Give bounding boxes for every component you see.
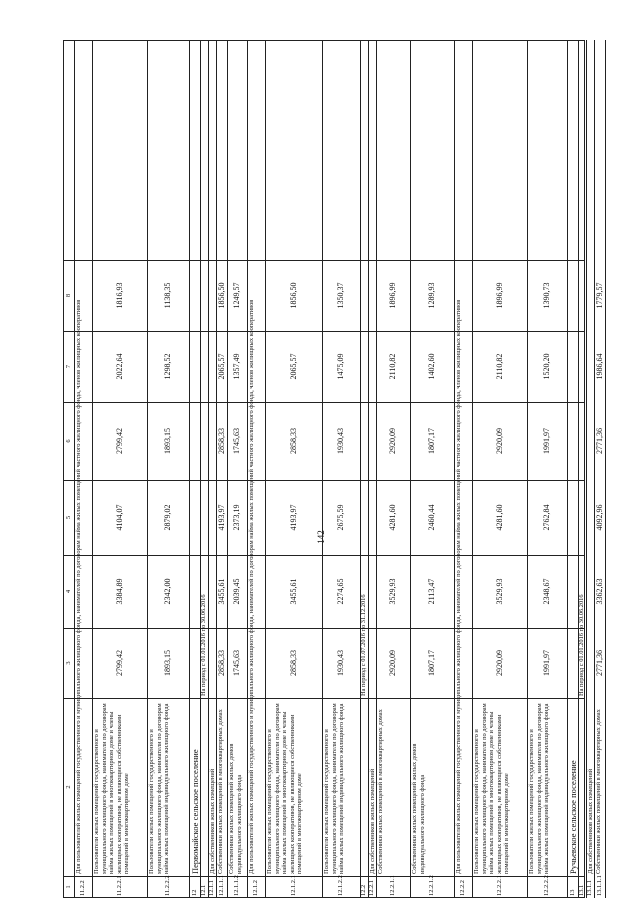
row-code: 12 (190, 889, 198, 896)
tariff-value: 4104,07 (114, 504, 124, 531)
tariff-value: 4092,96 (594, 504, 604, 531)
tariff-value: 2039,45 (232, 578, 241, 605)
row-code: 12.1.1.1 (217, 875, 225, 896)
tariff-value: 2920,09 (494, 650, 504, 676)
tariff-value: 2110,82 (388, 353, 397, 380)
row-code: 13 (568, 889, 576, 896)
tariff-value: 4193,97 (216, 504, 226, 531)
column-header: 1 (65, 885, 72, 889)
row-divider (605, 40, 606, 898)
row-code: 13.1.1.1 (595, 875, 603, 896)
row-description: Собственники жилых помещений жилых домов индивидуального жилищного фонда (411, 743, 426, 874)
column-header: 5 (65, 515, 72, 520)
tariff-value: 2065,57 (216, 353, 226, 380)
row-code: 12.1 (200, 884, 207, 896)
tariff-value: 1138,35 (163, 282, 172, 309)
group-heading: Для собственников жилых помещений (209, 768, 216, 874)
tariff-value: 2858,33 (288, 650, 298, 676)
column-header: 4 (65, 589, 72, 594)
row-code: 13.1.1 (586, 880, 593, 896)
tariff-value: 2762,84 (542, 504, 551, 531)
tariff-value: 1896,99 (494, 282, 504, 309)
tariff-value: 3455,61 (216, 578, 226, 605)
tariff-value: 2858,33 (288, 428, 298, 454)
row-description: Собственники жилых помещений в многоквартирных домах (595, 709, 602, 874)
column-header: 2 (65, 785, 72, 789)
tariff-value: 1249,57 (232, 282, 241, 309)
tariff-value: 2373,19 (232, 504, 241, 531)
tariff-value: 2113,47 (427, 578, 436, 605)
tariff-value: 4193,97 (288, 504, 298, 531)
row-code: 12.2.1.2 (428, 875, 435, 896)
row-code: 13.1 (578, 884, 585, 896)
column-header: 6 (65, 439, 72, 443)
group-heading: Для пользователей жилых помещений государственного и муниципального жилищного фонда, нанимателей по договорам найма жилых помещений частного жилищного фонда, членов жилищных кооперативов (248, 299, 255, 874)
tariff-value: 2342,00 (163, 578, 172, 605)
row-code: 11.2.2.1 (115, 875, 123, 896)
column-header: 8 (65, 293, 72, 298)
tariff-value: 1357,49 (232, 353, 241, 380)
row-description: Собственники жилых помещений в многоквартирных домах (377, 709, 384, 874)
row-description: Пользователи жилых помещений государственного и муниципального жилищного фонда, наниматели по договорам найма жилых помещений индивидуального жилищного фонда (148, 703, 170, 874)
row-code: 12.1.1.2 (233, 875, 240, 896)
tariff-value: 2065,57 (288, 353, 298, 380)
tariff-value: 1390,73 (542, 282, 551, 309)
tariff-value: 1350,37 (336, 282, 345, 309)
tariff-value: 1807,17 (427, 650, 436, 676)
page-number: 142 (315, 530, 326, 544)
group-heading: Для пользователей жилых помещений государственного и муниципального жилищного фонда, нанимателей по договорам найма жилых помещений частного жилищного фонда, членов жилищных кооперативов (75, 299, 82, 874)
group-heading: Для собственников жилых помещений (369, 768, 376, 874)
tariff-value: 1779,57 (594, 282, 604, 309)
column-header: 3 (65, 661, 72, 665)
period-label: На период с 01.01.2016 по 30.06.2016 (200, 594, 207, 696)
section-title: Первомайское сельское поселение (190, 749, 200, 874)
row-code: 12.2.1.1 (389, 875, 396, 896)
period-label: На период с 01.01.2016 по 30.06.2016 (578, 594, 585, 696)
tariff-value: 2799,42 (114, 650, 124, 676)
row-code: 12.2.2.1 (495, 875, 503, 896)
tariff-value: 2771,36 (594, 428, 604, 454)
tariff-value: 3455,61 (288, 578, 298, 605)
tariff-value: 1807,17 (427, 428, 436, 454)
tariff-value: 3384,89 (114, 578, 124, 605)
row-description: Собственники жилых помещений в многоквартирных домах (217, 709, 224, 874)
tariff-value: 1893,15 (163, 650, 172, 676)
tariff-value: 1402,60 (427, 353, 436, 380)
row-code: 12.1.2 (252, 880, 259, 896)
row-code: 12.1.2.1 (289, 875, 297, 896)
tariff-value: 1893,15 (163, 428, 172, 454)
row-code: 12.1.1 (208, 880, 215, 896)
tariff-value: 3362,63 (594, 578, 604, 605)
row-code: 12.2 (360, 884, 367, 896)
row-description: Пользователи жилых помещений государственного и муниципального жилищного фонда, наниматели по договорам найма жилых помещений в многоквартирном доме и члены жилищных кооперативов, не являющиеся собственниками помещений в многоквартирном доме (473, 703, 510, 874)
tariff-value: 3529,93 (388, 578, 397, 605)
tariff-value: 1298,52 (163, 353, 172, 380)
tariff-value: 2799,42 (114, 428, 124, 454)
tariff-value: 2879,02 (163, 504, 172, 531)
section-title: Ручьевское сельское поселение (568, 760, 578, 874)
tariff-value: 2274,65 (336, 578, 345, 605)
tariff-value: 2348,67 (542, 578, 551, 605)
tariff-value: 1856,50 (288, 282, 298, 309)
tariff-value: 1289,93 (427, 282, 436, 309)
row-code: 12.2.2.2 (543, 875, 550, 896)
row-description: Пользователи жилых помещений государственного и муниципального жилищного фонда, наниматели по договорам найма жилых помещений индивидуального жилищного фонда (323, 703, 345, 874)
row-code: 12.2.2 (459, 880, 466, 896)
row-description: Пользователи жилых помещений государственного и муниципального жилищного фонда, наниматели по договорам найма жилых помещений в многоквартирном доме и члены жилищных кооперативов, не являющиеся собственниками помещений в многоквартирном доме (266, 703, 303, 874)
tariff-value: 4281,60 (388, 504, 397, 531)
tariff-value: 3529,93 (494, 578, 504, 605)
tariff-value: 1816,93 (114, 282, 124, 309)
tariff-value: 1475,09 (336, 353, 345, 380)
row-code: 12.2.1 (368, 880, 375, 896)
row-code: 12.1.2.2 (337, 875, 344, 896)
row-description: Пользователи жилых помещений государственного и муниципального жилищного фонда, наниматели по договорам найма жилых помещений в многоквартирном доме и члены жилищных кооперативов, не являющиеся собственниками помещений в многоквартирном доме (93, 703, 130, 874)
tariff-value: 1986,64 (594, 353, 604, 380)
tariff-value: 1856,50 (216, 282, 226, 309)
tariff-value: 1745,63 (232, 428, 241, 454)
tariff-value: 2920,09 (388, 650, 397, 676)
tariff-value: 2110,82 (494, 353, 504, 380)
tariff-value: 2858,33 (216, 650, 226, 676)
row-code: 11.2.2.2 (164, 875, 171, 896)
tariff-value: 1991,97 (542, 428, 551, 454)
group-heading: Для пользователей жилых помещений государственного и муниципального жилищного фонда, нанимателей по договорам найма жилых помещений частного жилищного фонда, членов жилищных кооперативов (455, 299, 462, 874)
group-heading: Для собственников жилых помещений (587, 768, 594, 874)
tariff-value: 1930,43 (336, 650, 345, 676)
tariff-value: 1896,99 (388, 282, 397, 309)
tariff-value: 2920,09 (388, 428, 397, 454)
row-description: Собственники жилых помещений жилых домов индивидуального жилищного фонда (228, 743, 243, 874)
tariff-value: 1745,63 (232, 650, 241, 676)
row-code: 11.2.2 (79, 880, 86, 896)
tariff-value: 2920,09 (494, 428, 504, 454)
column-header: 7 (65, 364, 72, 369)
rotated-tariff-table (63, 40, 604, 898)
tariff-value: 2771,36 (594, 650, 604, 676)
row-description: Пользователи жилых помещений государственного и муниципального жилищного фонда, наниматели по договорам найма жилых помещений индивидуального жилищного фонда (528, 703, 550, 874)
tariff-value: 1930,43 (336, 428, 345, 454)
tariff-value: 1991,97 (542, 650, 551, 676)
tariff-value: 2022,64 (114, 353, 124, 380)
tariff-value: 1520,20 (542, 353, 551, 380)
tariff-value: 2858,33 (216, 428, 226, 454)
period-label: На период с 01.07.2016 по 31.12.2016 (360, 594, 367, 696)
tariff-value: 2675,59 (336, 504, 345, 531)
tariff-value: 4281,60 (494, 504, 504, 531)
tariff-value: 2460,44 (427, 504, 436, 531)
